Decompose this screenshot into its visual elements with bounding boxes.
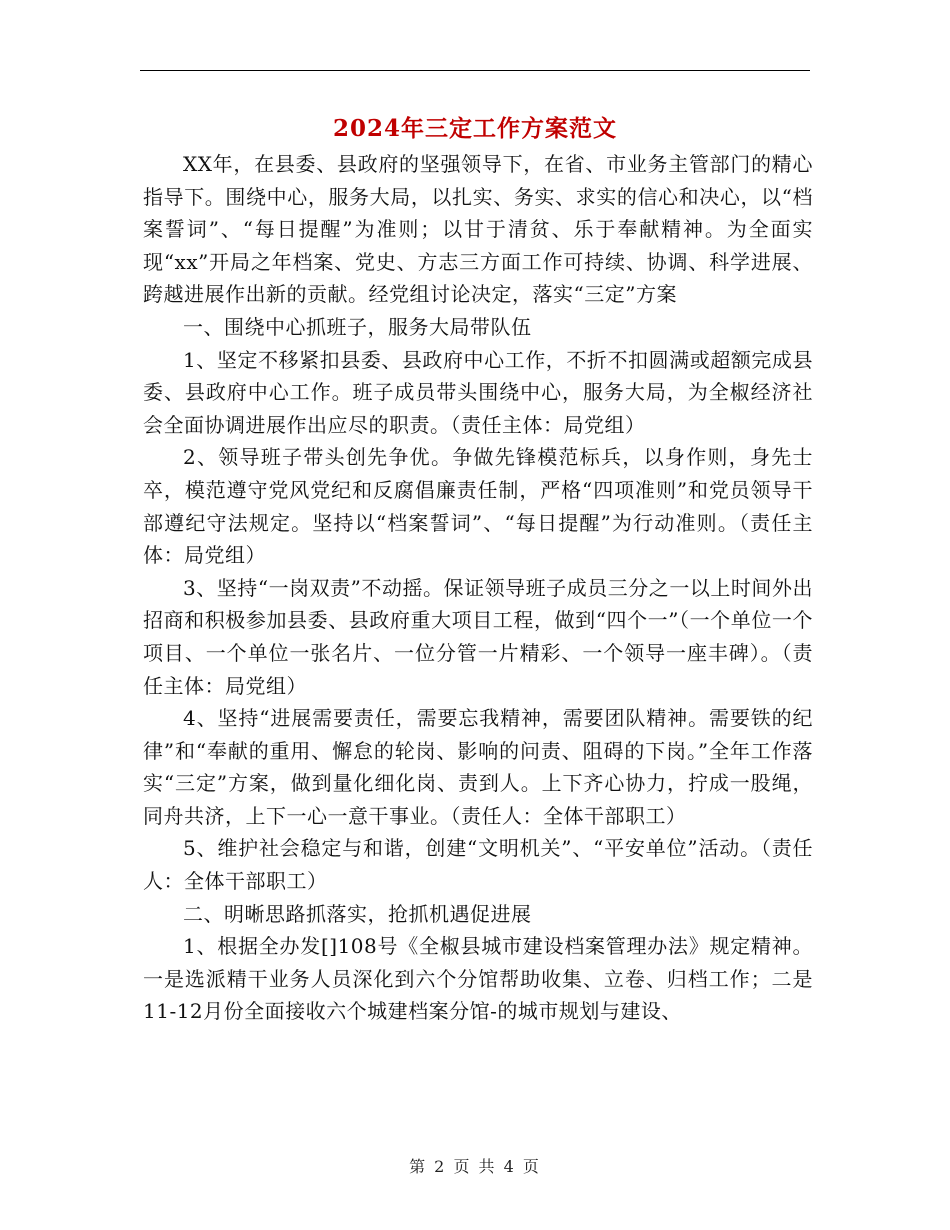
list-item-1-1: 1、坚定不移紧扣县委、县政府中心工作，不折不扣圆满或超额完成县委、县政府中心工作。班子成员带头围绕中心，服务大局，为全椒经济社会全面协调进展作出应尽的职责。（责任主体：局党组）: [143, 347, 813, 437]
document-title: 2024年三定工作方案范文: [332, 115, 617, 142]
list-item-1-4: 4、坚持“进展需要责任，需要忘我精神，需要团队精神。需要铁的纪律”和“奉献的重用、懈怠的轮岗、影响的问责、阻碍的下岗。”全年工作落实“三定”方案，做到量化细化岗、责到人。上下齐心协力，拧成一股绳，同舟共济，上下一心一意干事业。（责任人：全体干部职工）: [143, 706, 813, 828]
list-item-1-3: 3、坚持“一岗双责”不动摇。保证领导班子成员三分之一以上时间外出招商和积极参加县委、县政府重大项目工程，做到“四个一”（一个单位一个项目、一个单位一张名片、一位分管一片精彩、一个领导一座丰碑）。（责任主体：局党组）: [143, 575, 813, 698]
list-item-1-2: 2、领导班子带头创先争优。争做先锋模范标兵，以身作则，身先士卒，模范遵守党风党纪和反腐倡廉责任制，严格“四项准则”和党员领导干部遵纪守法规定。坚持以“档案誓词”、“每日提醒”为行动准则。（责任主体：局党组）: [143, 445, 813, 568]
list-item-2-1: 1、根据全办发[]108号《全椒县城市建设档案管理办法》规定精神。一是选派精干业务人员深化到六个分馆帮助收集、立卷、归档工作；二是11-12月份全面接收六个城建档案分馆-的城市规划与建设、: [143, 934, 813, 1024]
section-heading-1: 一、围绕中心抓班子，服务大局带队伍: [183, 314, 532, 339]
document-body: [143, 148, 813, 1028]
intro-paragraph: XX年，在县委、县政府的坚强领导下，在省、市业务主管部门的精心指导下。围绕中心，服务大局，以扎实、务实、求实的信心和决心，以“档案誓词”、“每日提醒”为准则；以甘于清贫、乐于奉献精神。为全面实现“xx”开局之年档案、党史、方志三方面工作可持续、协调、科学进展、跨越进展作出新的贡献。经党组讨论决定，落实“三定”方案: [143, 152, 813, 307]
section-heading-2: 二、明晰思路抓落实，抢抓机遇促进展: [183, 901, 532, 926]
page-number: 第 2 页 共 4 页: [409, 1157, 541, 1176]
header-rule: [140, 70, 810, 71]
list-item-1-5: 5、维护社会稳定与和谐，创建“文明机关”、“平安单位”活动。（责任人：全体干部职工）: [143, 836, 813, 894]
